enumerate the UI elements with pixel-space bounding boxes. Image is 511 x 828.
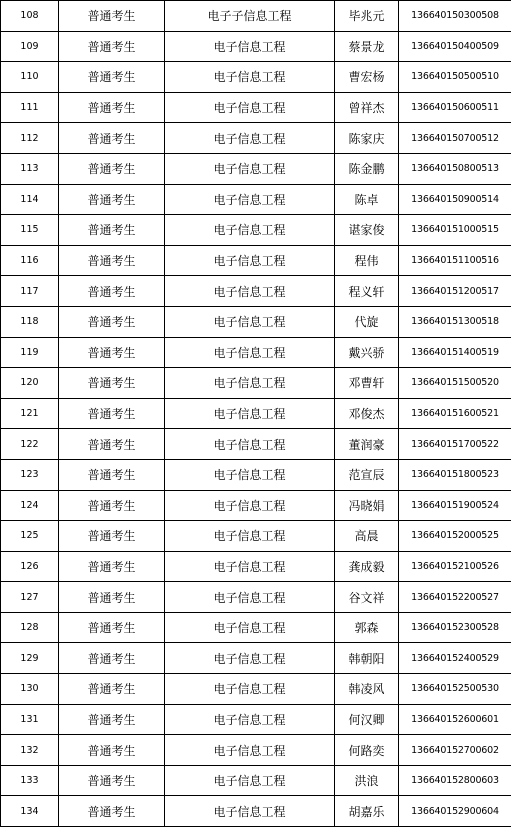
candidate-id-cell: 136640152600601: [399, 704, 511, 735]
major-cell: 电子信息工程: [165, 368, 335, 399]
row-number-cell: 114: [1, 184, 59, 215]
candidate-type-cell: 普通考生: [59, 582, 165, 613]
row-number-cell: 118: [1, 306, 59, 337]
major-cell: 电子信息工程: [165, 153, 335, 184]
candidate-type-cell: 普通考生: [59, 368, 165, 399]
row-number-cell: 121: [1, 398, 59, 429]
table-row: [1, 123, 511, 154]
student-name-cell: 毕兆元: [335, 1, 399, 32]
major-cell: 电子信息工程: [165, 735, 335, 766]
candidate-id-cell: 136640152500530: [399, 674, 511, 705]
candidate-type-cell: 普通考生: [59, 459, 165, 490]
student-name-cell: 韩朝阳: [335, 643, 399, 674]
candidate-id-cell: 136640152000525: [399, 521, 511, 552]
candidate-type-cell: 普通考生: [59, 31, 165, 62]
student-name-cell: 冯晓娟: [335, 490, 399, 521]
table-row: [1, 643, 511, 674]
candidate-type-cell: 普通考生: [59, 215, 165, 246]
row-number-cell: 124: [1, 490, 59, 521]
candidate-type-cell: 普通考生: [59, 643, 165, 674]
major-cell: 电子信息工程: [165, 184, 335, 215]
row-number-cell: 116: [1, 245, 59, 276]
candidate-id-cell: 136640151600521: [399, 398, 511, 429]
row-number-cell: 120: [1, 368, 59, 399]
candidate-id-cell: 136640150500510: [399, 62, 511, 93]
candidate-type-cell: 普通考生: [59, 276, 165, 307]
candidate-id-cell: 136640150600511: [399, 92, 511, 123]
major-cell: 电子信息工程: [165, 398, 335, 429]
candidate-id-cell: 136640151500520: [399, 368, 511, 399]
candidate-id-cell: 136640150900514: [399, 184, 511, 215]
candidate-id-cell: 136640152300528: [399, 612, 511, 643]
table-row: [1, 276, 511, 307]
candidate-id-cell: 136640152400529: [399, 643, 511, 674]
major-cell: 电子信息工程: [165, 674, 335, 705]
row-number-cell: 133: [1, 765, 59, 796]
table-row: [1, 521, 511, 552]
student-name-cell: 陈卓: [335, 184, 399, 215]
candidate-type-cell: 普通考生: [59, 245, 165, 276]
candidate-type-cell: 普通考生: [59, 62, 165, 93]
student-name-cell: 曾祥杰: [335, 92, 399, 123]
candidate-type-cell: 普通考生: [59, 306, 165, 337]
candidate-type-cell: 普通考生: [59, 765, 165, 796]
student-name-cell: 谌家俊: [335, 215, 399, 246]
row-number-cell: 117: [1, 276, 59, 307]
candidate-type-cell: 普通考生: [59, 429, 165, 460]
major-cell: 电子信息工程: [165, 459, 335, 490]
table-row: [1, 765, 511, 796]
major-cell: 电子信息工程: [165, 643, 335, 674]
candidate-type-cell: 普通考生: [59, 184, 165, 215]
student-name-cell: 戴兴骄: [335, 337, 399, 368]
candidate-id-cell: 136640151300518: [399, 306, 511, 337]
major-cell: 电子信息工程: [165, 521, 335, 552]
candidate-id-cell: 136640151200517: [399, 276, 511, 307]
table-row: [1, 337, 511, 368]
table-row: [1, 62, 511, 93]
row-number-cell: 128: [1, 612, 59, 643]
candidate-type-cell: 普通考生: [59, 735, 165, 766]
table-row: [1, 459, 511, 490]
row-number-cell: 115: [1, 215, 59, 246]
candidate-type-cell: 普通考生: [59, 551, 165, 582]
student-name-cell: 蔡景龙: [335, 31, 399, 62]
row-number-cell: 122: [1, 429, 59, 460]
table-row: [1, 582, 511, 613]
row-number-cell: 109: [1, 31, 59, 62]
candidate-type-cell: 普通考生: [59, 490, 165, 521]
major-cell: 电子信息工程: [165, 245, 335, 276]
student-name-cell: 韩凌风: [335, 674, 399, 705]
candidate-id-cell: 136640152700602: [399, 735, 511, 766]
student-name-cell: 代旋: [335, 306, 399, 337]
student-name-cell: 胡嘉乐: [335, 796, 399, 827]
student-name-cell: 邓曹轩: [335, 368, 399, 399]
major-cell: 电子信息工程: [165, 551, 335, 582]
table-row: [1, 306, 511, 337]
roster-body: [1, 1, 511, 827]
table-row: [1, 153, 511, 184]
student-name-cell: 董润豪: [335, 429, 399, 460]
major-cell: 电子信息工程: [165, 31, 335, 62]
table-row: [1, 245, 511, 276]
row-number-cell: 112: [1, 123, 59, 154]
major-cell: 电子信息工程: [165, 796, 335, 827]
candidate-id-cell: 136640150800513: [399, 153, 511, 184]
candidate-id-cell: 136640151400519: [399, 337, 511, 368]
candidate-type-cell: 普通考生: [59, 674, 165, 705]
table-row: [1, 215, 511, 246]
candidate-id-cell: 136640151100516: [399, 245, 511, 276]
major-cell: 电子信息工程: [165, 123, 335, 154]
table-row: [1, 429, 511, 460]
row-number-cell: 126: [1, 551, 59, 582]
table-row: [1, 796, 511, 827]
major-cell: 电子信息工程: [165, 337, 335, 368]
student-name-cell: 陈金鹏: [335, 153, 399, 184]
major-cell: 电子信息工程: [165, 92, 335, 123]
major-cell: 电子信息工程: [165, 276, 335, 307]
candidate-id-cell: 136640151800523: [399, 459, 511, 490]
candidate-type-cell: 普通考生: [59, 521, 165, 552]
student-name-cell: 邓俊杰: [335, 398, 399, 429]
student-name-cell: 龚成毅: [335, 551, 399, 582]
candidate-type-cell: 普通考生: [59, 398, 165, 429]
candidate-type-cell: 普通考生: [59, 153, 165, 184]
candidate-type-cell: 普通考生: [59, 92, 165, 123]
row-number-cell: 108: [1, 1, 59, 32]
row-number-cell: 113: [1, 153, 59, 184]
row-number-cell: 130: [1, 674, 59, 705]
row-number-cell: 132: [1, 735, 59, 766]
candidate-id-cell: 136640152800603: [399, 765, 511, 796]
candidate-type-cell: 普通考生: [59, 612, 165, 643]
major-cell: 电子信息工程: [165, 490, 335, 521]
candidate-id-cell: 136640150400509: [399, 31, 511, 62]
student-name-cell: 程伟: [335, 245, 399, 276]
major-cell: 电子子信息工程: [165, 1, 335, 32]
candidate-id-cell: 136640150700512: [399, 123, 511, 154]
row-number-cell: 125: [1, 521, 59, 552]
table-row: [1, 612, 511, 643]
student-name-cell: 程义轩: [335, 276, 399, 307]
table-row: [1, 368, 511, 399]
candidate-id-cell: 136640151900524: [399, 490, 511, 521]
table-row: [1, 31, 511, 62]
row-number-cell: 127: [1, 582, 59, 613]
student-name-cell: 谷文祥: [335, 582, 399, 613]
candidate-type-cell: 普通考生: [59, 796, 165, 827]
student-name-cell: 高晨: [335, 521, 399, 552]
major-cell: 电子信息工程: [165, 62, 335, 93]
student-name-cell: 陈家庆: [335, 123, 399, 154]
major-cell: 电子信息工程: [165, 215, 335, 246]
major-cell: 电子信息工程: [165, 765, 335, 796]
major-cell: 电子信息工程: [165, 429, 335, 460]
row-number-cell: 123: [1, 459, 59, 490]
candidate-type-cell: 普通考生: [59, 337, 165, 368]
table-row: [1, 490, 511, 521]
table-row: [1, 184, 511, 215]
row-number-cell: 119: [1, 337, 59, 368]
row-number-cell: 129: [1, 643, 59, 674]
candidate-id-cell: 136640151000515: [399, 215, 511, 246]
table-row: [1, 735, 511, 766]
major-cell: 电子信息工程: [165, 582, 335, 613]
candidate-id-cell: 136640152100526: [399, 551, 511, 582]
table-row: [1, 551, 511, 582]
candidate-id-cell: 136640151700522: [399, 429, 511, 460]
candidate-type-cell: 普通考生: [59, 1, 165, 32]
row-number-cell: 134: [1, 796, 59, 827]
table-row: [1, 92, 511, 123]
candidate-type-cell: 普通考生: [59, 704, 165, 735]
student-name-cell: 范宣辰: [335, 459, 399, 490]
candidate-id-cell: 136640150300508: [399, 1, 511, 32]
row-number-cell: 110: [1, 62, 59, 93]
major-cell: 电子信息工程: [165, 704, 335, 735]
major-cell: 电子信息工程: [165, 612, 335, 643]
major-cell: 电子信息工程: [165, 306, 335, 337]
table-row: [1, 704, 511, 735]
student-name-cell: 曹宏杨: [335, 62, 399, 93]
candidate-id-cell: 136640152900604: [399, 796, 511, 827]
row-number-cell: 111: [1, 92, 59, 123]
row-number-cell: 131: [1, 704, 59, 735]
student-name-cell: 郭森: [335, 612, 399, 643]
student-name-cell: 洪浪: [335, 765, 399, 796]
table-row: [1, 398, 511, 429]
candidate-id-cell: 136640152200527: [399, 582, 511, 613]
candidate-type-cell: 普通考生: [59, 123, 165, 154]
table-row: [1, 674, 511, 705]
table-row: [1, 1, 511, 32]
student-name-cell: 何汉卿: [335, 704, 399, 735]
student-name-cell: 何路奕: [335, 735, 399, 766]
